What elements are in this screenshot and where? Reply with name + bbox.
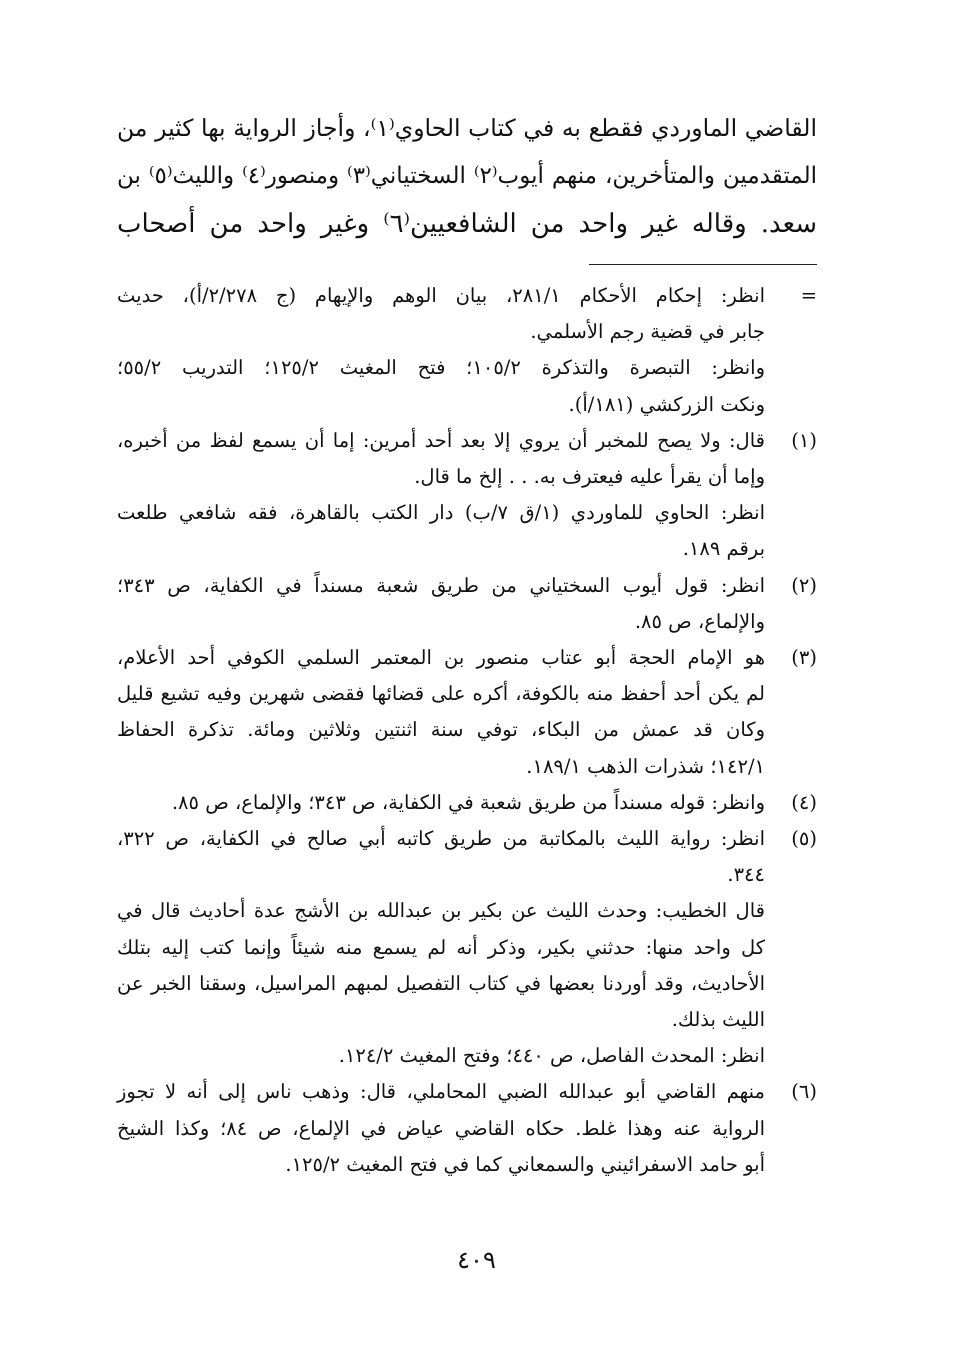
footnote-marker: (٦)	[791, 1080, 817, 1104]
footnote-6	[117, 1074, 817, 1183]
footnote-line: انظر: رواية الليث بالمكاتبة من طريق كاتبه أبي صالح في الكفاية، ص ٣٢٢،	[117, 827, 765, 851]
footnote-line: الليث بذلك.	[671, 1008, 765, 1032]
footnote-separator	[589, 264, 817, 265]
footnote-marker: (٣)	[791, 646, 817, 670]
footnote-marker: (٢)	[791, 573, 817, 597]
footnote-2	[117, 568, 817, 640]
footnote-line: انظر: المحدث الفاصل، ص ٤٤٠؛ وفتح المغيث ١٢٤/٢.	[338, 1044, 765, 1068]
footnote-line: وانظر: قوله مسنداً من طريق شعبة في الكفاية، ص ٣٤٣؛ والإلماع، ص ٨٥.	[171, 790, 765, 814]
footnote-line: وإما أن يقرأ عليه فيعترف به. . . إلخ ما قال.	[414, 465, 765, 489]
footnote-line: جابر في قضية رجم الأسلمي.	[530, 320, 765, 344]
footnote-marker: (١)	[791, 428, 817, 452]
footnote-line: كل واحد منها: حدثني بكير، وذكر أنه لم يسمع منه شيئاً وإنما كتب إليه بتلك	[117, 935, 765, 959]
footnote-line: وانظر: التبصرة والتذكرة ١٠٥/٢؛ فتح المغيث ١٢٥/٢؛ التدريب ٥٥/٢؛	[117, 356, 765, 380]
footnote-line: قال: ولا يصح للمخبر أن يروي إلا بعد أحد أمرين: إما أن يسمع لفظ من أخبره،	[117, 428, 765, 452]
footnote-marker: =	[800, 284, 817, 307]
footnote-line: الرواية عنه وهذا غلط. حكاه القاضي عياض في الإلماع، ص ٨٤؛ وكذا الشيخ	[117, 1116, 765, 1140]
footnote-line: برقم ١٨٩.	[682, 537, 765, 561]
main-line: سعد. وقاله غير واحد من الشافعيين⁽٦⁾ وغير واحد من أصحاب	[117, 209, 817, 239]
footnote-marker: (٥)	[791, 827, 817, 851]
footnote-1	[117, 423, 817, 568]
footnote-line: أبو حامد الاسفرائيني والسمعاني كما في فتح المغيث ١٢٥/٢.	[285, 1152, 765, 1176]
footnote-line: والإلماع، ص ٨٥.	[634, 609, 765, 633]
footnote-line: لم يكن أحد أحفظ منه بالكوفة، أكره على قضائها فقضى شهرين وفيه تشيع قليل	[117, 682, 765, 706]
footnote-line: ١٤٢/١؛ شذرات الذهب ١٨٩/١.	[526, 754, 765, 778]
footnote-3	[117, 640, 817, 785]
footnote-4	[117, 785, 817, 821]
footnote-line: ونكت الزركشي (١٨١/أ).	[568, 392, 765, 416]
footnote-line: انظر: إحكام الأحكام ٢٨١/١، بيان الوهم والإيهام (ج ٢/٢٧٨/أ)، حديث	[117, 284, 766, 307]
footnotes	[117, 278, 817, 1183]
footnote-line: انظر: الحاوي للماوردي (١/ق ٧/ب) دار الكتب بالقاهرة، فقه شافعي طلعت	[117, 501, 765, 525]
page-number: ٤٠٩	[457, 1246, 496, 1274]
footnote-line: وكان قد عمش من البكاء، توفي سنة اثنتين وثلاثين ومائة. تذكرة الحفاظ	[117, 718, 765, 742]
footnote-continuation	[117, 278, 817, 423]
footnote-line: الأحاديث، وقد أوردنا بعضها في كتاب التفصيل لمبهم المراسيل، وسقنا الخبر عن	[117, 971, 765, 995]
footnote-5	[117, 821, 817, 1074]
footnote-line: قال الخطيب: وحدث الليث عن بكير بن عبدالله بن الأشج عدة أحاديث قال في	[117, 899, 765, 923]
footnote-marker: (٤)	[791, 790, 817, 814]
footnote-line: منهم القاضي أبو عبدالله الضبي المحاملي، قال: وذهب ناس إلى أنه لا تجوز	[117, 1080, 765, 1104]
main-line: القاضي الماوردي فقطع به في كتاب الحاوي⁽١⁾، وأجاز الرواية بها كثير من	[117, 114, 817, 142]
main-text	[117, 104, 817, 248]
footnote-line: ٣٤٤.	[727, 863, 765, 887]
footnote-line: انظر: قول أيوب السختياني من طريق شعبة مسنداً في الكفاية، ص ٣٤٣؛	[117, 573, 765, 597]
footnote-line: هو الإمام الحجة أبو عتاب منصور بن المعتمر السلمي الكوفي أحد الأعلام،	[117, 646, 765, 670]
main-line: المتقدمين والمتأخرين، منهم أيوب⁽٢⁾ السختياني⁽٣⁾ ومنصور⁽٤⁾ والليث⁽٥⁾ بن	[117, 163, 818, 189]
